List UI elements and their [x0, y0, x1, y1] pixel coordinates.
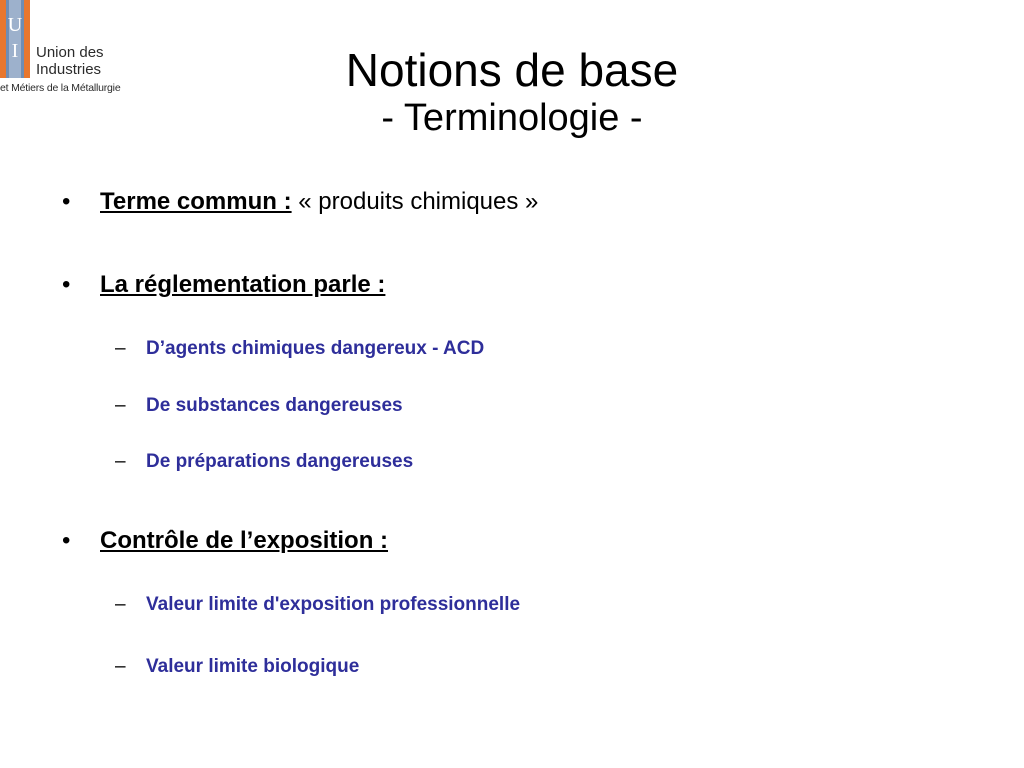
- slide-title-block: [0, 44, 1024, 140]
- bullet-marker: •: [62, 527, 71, 554]
- slide-title: Notions de base: [345, 44, 679, 96]
- subitem-marker: –: [115, 594, 126, 615]
- bullet-term: Contrôle de l’exposition :: [100, 527, 389, 554]
- subitem-marker: –: [115, 451, 126, 472]
- subitem-agents-chimiques: [115, 337, 484, 361]
- logo-text-line1: Union des: [36, 44, 104, 61]
- slide-subtitle: - Terminologie -: [381, 97, 643, 139]
- bullet-term: Terme commun :: [100, 188, 292, 215]
- bullet-marker: •: [62, 188, 71, 215]
- bullet-reglementation: [62, 270, 385, 300]
- subitem-text: Valeur limite biologique: [146, 656, 360, 677]
- subitem-text: De substances dangereuses: [146, 395, 403, 416]
- subitem-vlb: [115, 655, 359, 679]
- subitem-vlep: [115, 593, 520, 617]
- subitem-text: Valeur limite d'exposition professionnelle: [146, 594, 521, 615]
- logo-text-line3: et Métiers de la Métallurgie: [0, 82, 121, 94]
- subitem-preparations: [115, 450, 413, 474]
- bullet-terme-commun: [62, 187, 538, 217]
- subitem-text: D’agents chimiques dangereux - ACD: [146, 338, 485, 359]
- subitem-substances: [115, 394, 403, 418]
- bullet-marker: •: [62, 271, 71, 298]
- subitem-marker: –: [115, 395, 126, 416]
- subitem-marker: –: [115, 656, 126, 677]
- logo-text-line2: Industries: [36, 61, 102, 78]
- subitem-marker: –: [115, 338, 126, 359]
- bullet-term: La réglementation parle :: [100, 271, 386, 298]
- subitem-text: De préparations dangereuses: [146, 451, 414, 472]
- logo-letter-i: I: [11, 40, 19, 62]
- bullet-controle-exposition: [62, 526, 388, 556]
- logo-letter-u: U: [7, 14, 23, 36]
- bullet-text: « produits chimiques »: [291, 188, 539, 215]
